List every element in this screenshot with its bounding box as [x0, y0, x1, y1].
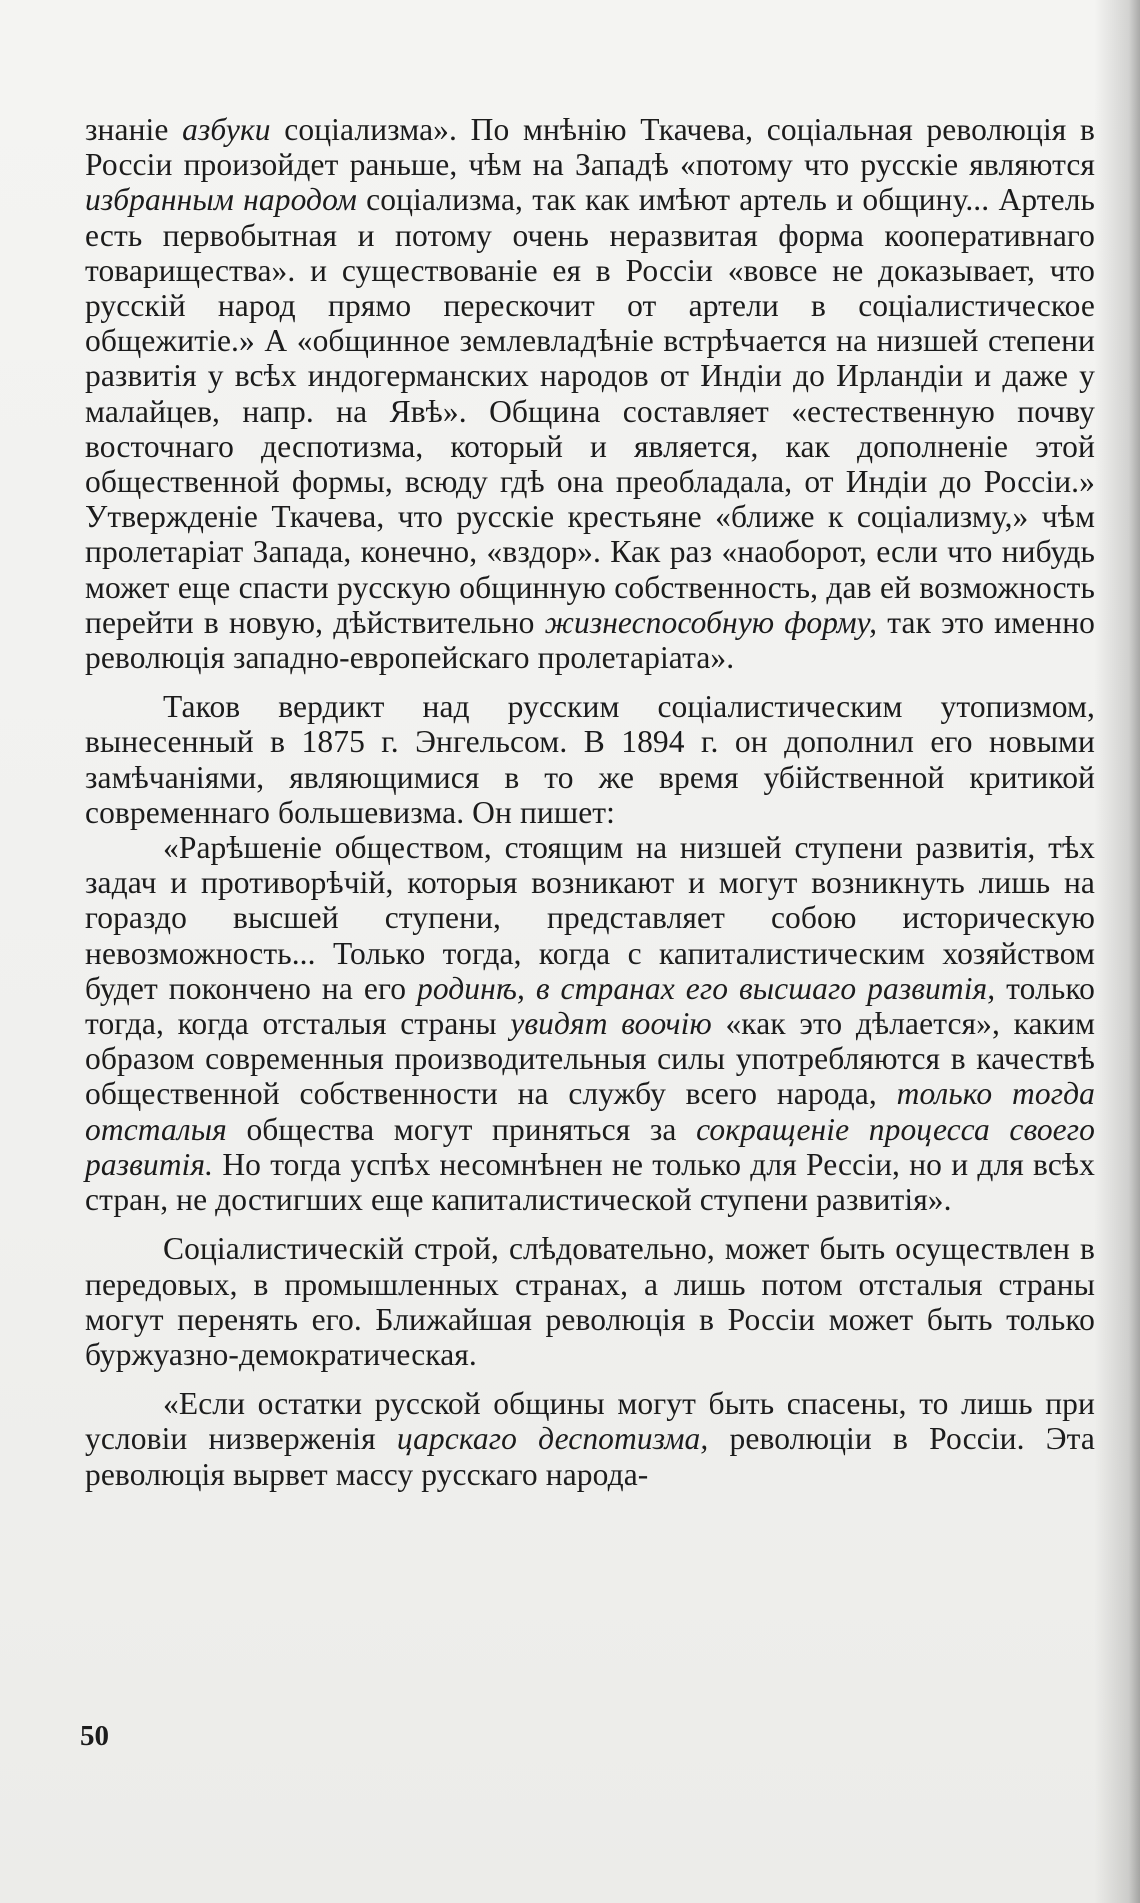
text-segment: «Рарѣшеніе обществом, стоящим на низшей ступени развитія, тѣх задач и противорѣчій, которыя возникают и могут возникнуть лишь на гораздо высшей ступени, представляет собою историческую невозможность... Только тогда, когда с капиталистическим хозяйством будет покончено на его — [85, 830, 1095, 1006]
body-text — [85, 112, 1095, 1492]
text-segment: «как это дѣлается», каким образом современныя производительныя силы употребляются в качествѣ общественной собственности на службу всего народа, — [85, 1006, 1095, 1112]
text-segment: Соціалистическій строй, слѣдовательно, может быть осуществлен в передовых, в промышленных странах, а лишь потом отсталыя страны могут перенять его. Ближайшая революція в Россіи может быть только буржуазно-демократическая. — [85, 1231, 1095, 1372]
page-number: 50 — [80, 1720, 109, 1752]
italic-segment: жизнеспособную форму, — [544, 604, 878, 640]
italic-segment: царскаго деспотизма, — [396, 1421, 709, 1457]
italic-segment: азбуки — [182, 112, 271, 147]
italic-segment: только тогда отсталыя — [85, 1076, 1096, 1147]
italic-segment: избранным народом — [85, 182, 357, 218]
text-segment: соціализма». По мнѣнію Ткачева, соціальная революція в Россіи произойдет раньше, чѣм на Западѣ «потому что русскіе являются — [85, 112, 1095, 183]
text-segment: общества могут приняться за — [226, 1111, 697, 1147]
italic-segment: увидят воочію — [510, 1006, 712, 1042]
text-segment: революціи в Россіи. Эта революція вырвет массу русскаго народа- — [85, 1421, 1095, 1492]
text-segment: знаніе — [85, 112, 183, 147]
text-segment: только тогда, когда отсталыя страны — [85, 970, 1095, 1042]
text-segment: так это именно революція западно-европейскаго пролетаріата». — [85, 604, 1095, 676]
paragraph-4 — [85, 1231, 1095, 1372]
text-segment: Но тогда успѣх несомнѣнен не только для Ресcіи, но и для всѣх стран, не достигших еще капиталистической ступени развитія». — [85, 1146, 1095, 1218]
text-segment: Таков вердикт над русским соціалистическим утопизмом, вынесенный в 1875 г. Энгельсом. В 1894 г. он дополнил его новыми замѣчаніями, являющимися в то же время убійственной критикой современнаго большевизма. Он пишет: — [85, 689, 1095, 830]
paragraph-2 — [85, 689, 1095, 830]
paragraph-5-quote — [85, 1386, 1095, 1492]
paragraph-3-quote — [85, 830, 1095, 1217]
text-segment: «Если остатки русской общины могут быть спасены, то лишь при условіи низверженія — [85, 1386, 1095, 1457]
text-segment: соціализма, так как имѣют артель и общину... Артель есть первобытная и потому очень неразвитая форма кооперативнаго товарищества». и существованіе ея в Россіи «вовсе не доказывает, что русскій народ прямо перескочит от артели в соціалистическое общежитіе.» А «общинное землевладѣніе встрѣчается на низшей степени развитія у всѣх индогерманских народов от Индіи до Ирландіи и даже у малайцев, напр. на Явѣ». Община составляет «естественную почву восточнаго деспотизма, который и является, как дополненіе этой общественной формы, всюду гдѣ она преобладала, от Индіи до Россіи.» Утвержденіе Ткачева, что русскіе крестьяне «ближе к соціализму,» чѣм пролетаріат Запада, конечно, «вздор». Как раз «наоборот, если что нибудь может еще спасти русскую общинную собственность, дав ей возможность перейти в новую, дѣйствительно — [85, 182, 1095, 640]
italic-segment: родинѣ, в странах его высшаго развитія, — [416, 970, 996, 1006]
paragraph-1 — [85, 112, 1095, 675]
italic-segment: сокращеніе процесса своего развитія. — [85, 1111, 1095, 1182]
